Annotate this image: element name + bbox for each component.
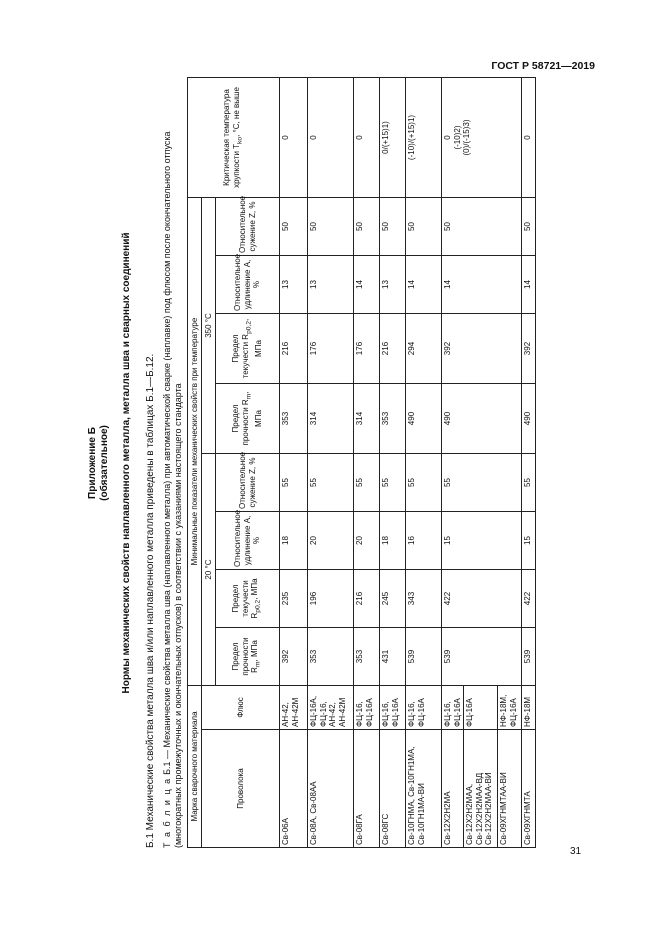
rotated-page-content [87,78,587,848]
header-rm-350: Предел прочности $R_m$, МПа [216,384,280,454]
header-wire: Проволока [202,730,280,848]
caption-label: Т а б л и ц а [162,777,172,848]
header-critical-temp: Критическая температура хрупкости $T_{ko}$, °С, не выше [188,78,280,198]
table-row: Св-08ГС ФЦ-16, ФЦ-16А 431 245 18 55 353 216 13 50 0/(+15)1) [380,78,406,848]
table-row: Св-09ХГНМТАА-ВИ НФ-18М, ФЦ-16А [498,78,522,848]
caption-text: Б.1 — Механические свойства металла шва (наплавленного металла) при автоматической сварке (наплавке) под флюсом после окончательного отпуска (многократных промежуточных и окончательных отпусков) в соответствии с указаниями настоящего стандарта [162,131,183,848]
header-z-350: Относительное сужение Z, % [216,198,280,256]
critical-temp-group: 0 (-10)2) (0)/(-15)3) [442,78,522,198]
header-rp-20: Предел текучести $R_{p0,2}$, МПа [216,570,280,628]
table-row: Св-12Х2Н2МА ФЦ-16, ФЦ-16А 539 422 15 55 490 392 14 50 0 (-10)2) (0)/(-15)3) [442,78,464,848]
header-a-20: Относительное удлинение A, % [216,512,280,570]
properties-table [187,77,536,848]
table-row: Св-10ГНМА, Св-10ГН1МА, Св-10ГН1МА-ВИ ФЦ-16, ФЦ-16А 539 343 16 55 490 294 14 50 (-10)/(+15)1) [406,78,442,848]
page-number: 31 [570,846,582,857]
table-caption [162,78,184,848]
header-temp-20: 20 °С [202,454,216,686]
appendix-title: Приложение Б [87,427,98,499]
header-flux: Флюс [202,686,280,730]
header-rm-20: Предел прочности $R_m$, МПа [216,628,280,686]
header-z-20: Относительное сужение Z, % [216,454,280,512]
appendix-subtitle: (обязательное) [99,425,110,501]
table-row: Св-08А, Св-08АА ФЦ-16А, ФЦ-16, АН-42, АН-42М 353 196 20 55 314 176 13 50 0 [308,78,354,848]
table-row: Св-12Х2Н2МАА, Св-12Х2Н2МАА-ВД Св-12Х2Н2МАА-ВИ ФЦ-16А [464,78,498,848]
header-min-properties: Минимальные показатели механических свойств при температуре [188,198,202,686]
section-text: Б.1 Механические свойства металла шва и/или наплавленного металла приведены в таблицах Б.1—Б.12. [145,353,156,848]
header-material: Марка сварочного материала [188,686,202,848]
header-temp-350: 350 °С [202,198,216,454]
table-row: Св-06А АН-42, АН-42М 392 235 18 55 353 216 13 50 0 [280,78,308,848]
header-a-350: Относительное удлинение A, % [216,256,280,314]
header-rp-350: Предел текучести $R_{p0,2}$, МПа [216,314,280,384]
doc-code: ГОСТ Р 58721—2019 [491,60,595,72]
table-row: Св-08ГА ФЦ-16, ФЦ-16А 353 216 20 55 314 176 14 50 0 [354,78,380,848]
table-row: Св-09ХГНМТА НФ-18М 539 422 15 55 490 392 14 50 0 [522,78,536,848]
appendix-heading: Нормы механических свойств наплавленного металла, металла шва и сварных соединений [121,232,132,694]
